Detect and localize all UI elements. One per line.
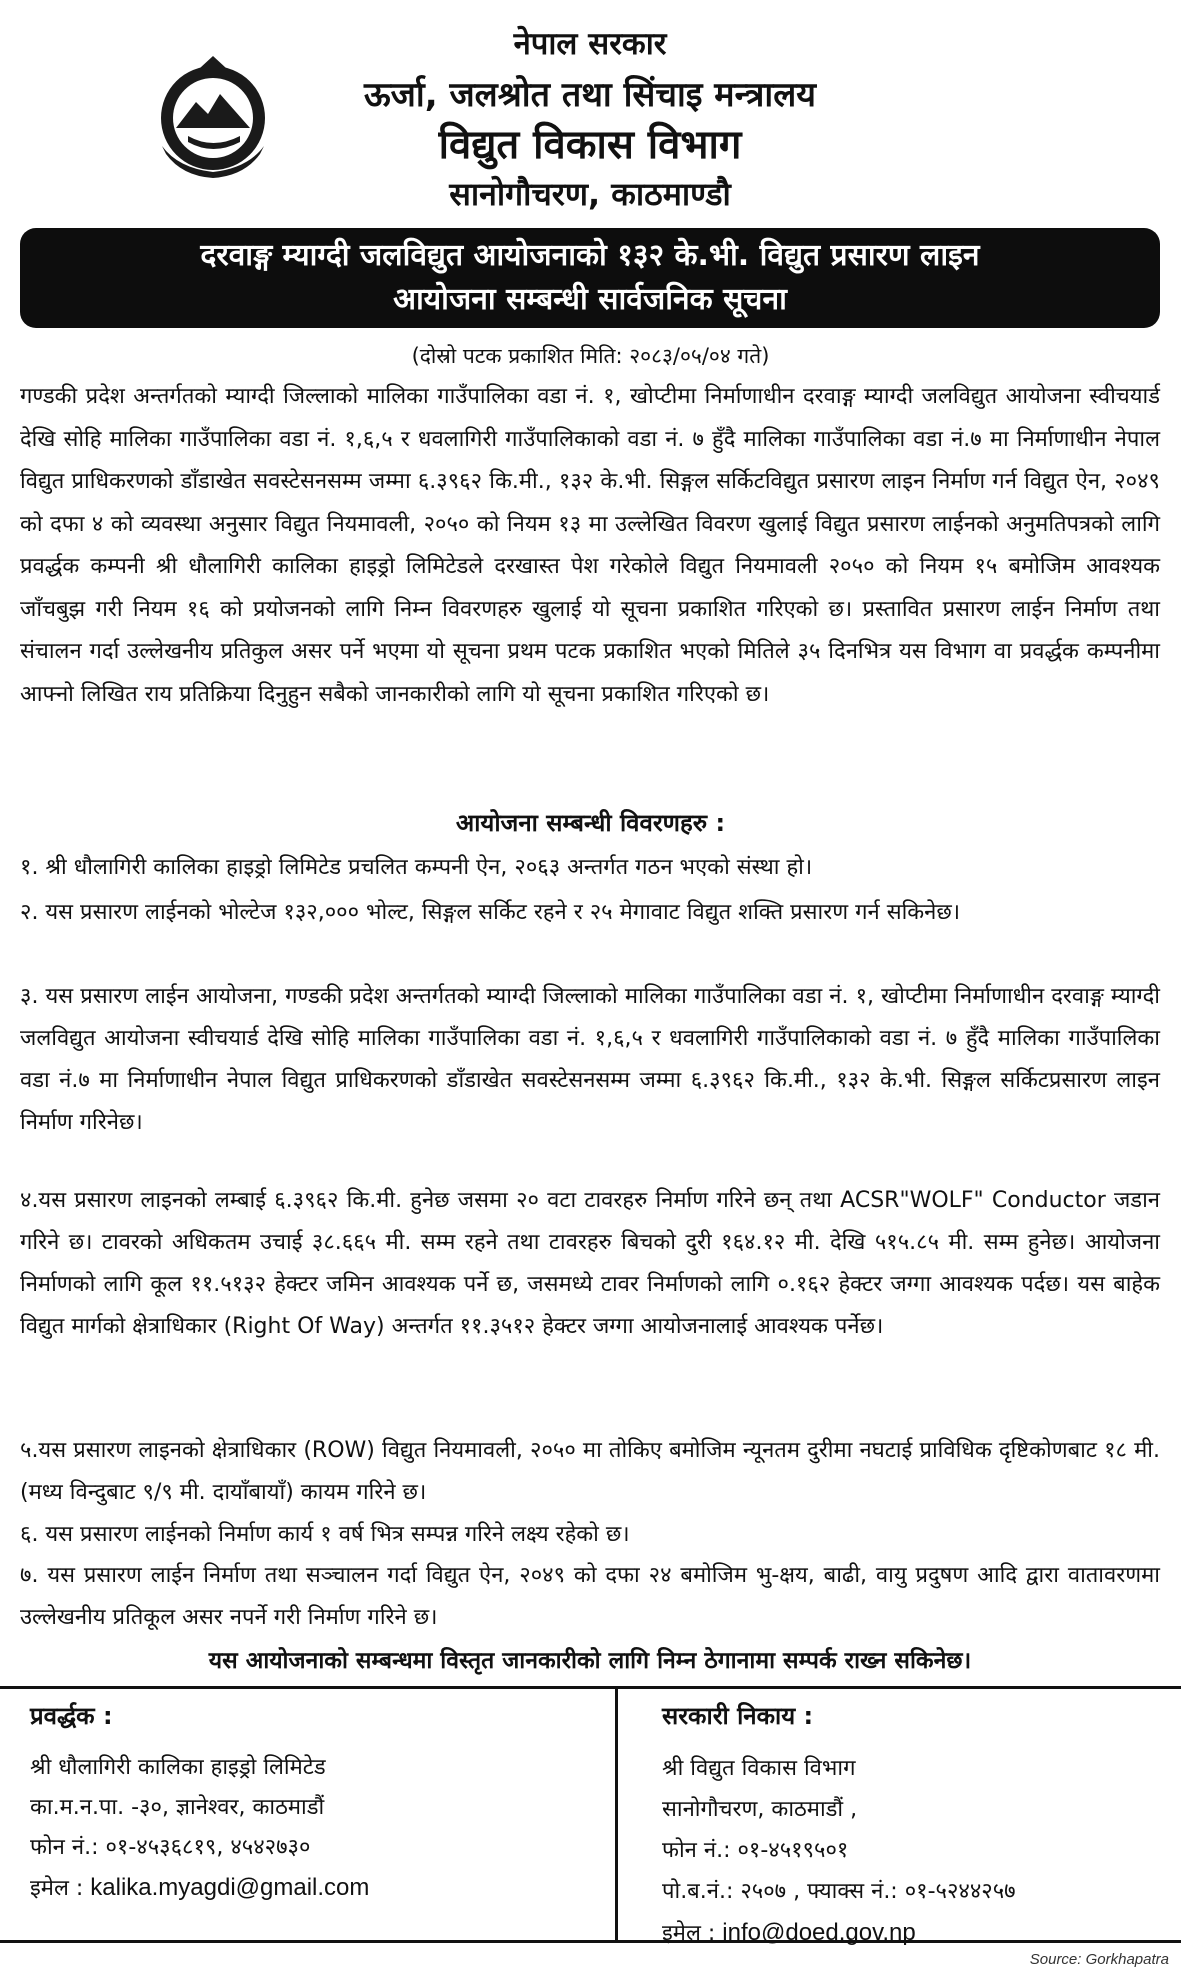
government-contact	[662, 1698, 1162, 1953]
promoter-email-row	[30, 1868, 610, 1908]
header-location: सानोगौचरण, काठमाण्डौ	[449, 175, 731, 213]
promoter-email: kalika.myagdi@gmail.com	[90, 1874, 370, 1901]
government-email: info@doed.gov.np	[722, 1919, 916, 1946]
government-heading: सरकारी निकाय :	[662, 1702, 814, 1730]
source-credit: Source: Gorkhapatra	[1029, 1951, 1169, 1968]
header-ministry: ऊर्जा, जलश्रोत तथा सिंचाइ मन्त्रालय	[363, 75, 817, 115]
section-title: आयोजना सम्बन्धी विवरणहरु :	[455, 809, 726, 837]
list-item: २. यस प्रसारण लाईनको भोल्टेज १३२,००० भोल्ट, सिङ्गल सर्किट रहने र २५ मेगावाट विद्युत शक्ति प्रसारण गर्न सकिनेछ।	[20, 900, 961, 925]
notice-title-banner	[20, 228, 1160, 328]
contact-box-divider	[615, 1686, 618, 1942]
contact-box-top-rule	[0, 1686, 1181, 1689]
government-pobox-fax: पो.ब.नं.: २५०७ , फ्याक्स नं.: ०१-५२४४२५७	[662, 1879, 1016, 1904]
promoter-name: श्री धौलागिरी कालिका हाइड्रो लिमिटेड	[30, 1755, 326, 1780]
list-item: ५.यस प्रसारण लाइनको क्षेत्राधिकार (ROW) विद्युत नियमावली, २०५० मा तोकिए बमोजिम न्यूनतम दुरीमा नघटाई प्राविधिक दृष्टिकोणबाट १८ मी. (मध्य विन्दुबाट ९/९ मी. दायाँबायाँ) कायम गरिने छ।	[20, 1438, 1160, 1505]
government-phone: फोन नं.: ०१-४५१९५०१	[662, 1838, 849, 1863]
promoter-email-label: इमेल :	[30, 1876, 91, 1901]
promoter-contact	[30, 1698, 610, 1908]
notice-title-line-2: आयोजना सम्बन्धी सार्वजनिक सूचना	[393, 282, 787, 317]
notice-title-line-1: दरवाङ्ग म्याग्दी जलविद्युत आयोजनाको १३२ के.भी. विद्युत प्रसारण लाइन	[200, 238, 980, 273]
promoter-address: का.म.न.पा. -३०, ज्ञानेश्वर, काठमाडौं	[30, 1795, 325, 1820]
promoter-heading: प्रवर्द्धक :	[30, 1702, 113, 1730]
government-address: सानोगौचरण, काठमाडौं ,	[662, 1797, 858, 1822]
header-government: नेपाल सरकार	[513, 26, 667, 62]
list-item: ३. यस प्रसारण लाईन आयोजना, गण्डकी प्रदेश अन्तर्गतको म्याग्दी जिल्लाको मालिका गाउँपालिका वडा नं. १, खोप्टीमा निर्माणाधीन दरवाङ्ग म्याग्दी जलविद्युत आयोजना स्वीचयार्ड देखि सोहि मालिका गाउँपालिका वडा नं. १,६,५ र धवलागिरी गाउँपालिकाको वडा नं. ७ हुँदै मालिका गाउँपालिका वडा नं.७ मा निर्माणाधीन नेपाल विद्युत प्राधिकरणको डाँडाखेत सवस्टेसनसम्म जम्मा ६.३९६२ कि.मी., १३२ के.भी. सिङ्गल सर्किटप्रसारण लाइन निर्माण गरिनेछ।	[20, 984, 1160, 1135]
government-name: श्री विद्युत विकास विभाग	[662, 1756, 856, 1781]
header-department: विद्युत विकास विभाग	[438, 122, 742, 168]
promoter-phone: फोन नं.: ०१-४५३६८१९, ४५४२७३०	[30, 1835, 311, 1860]
list-item: ७. यस प्रसारण लाईन निर्माण तथा सञ्चालन गर्दा विद्युत ऐन, २०४९ को दफा २४ बमोजिम भु-क्षय, बाढी, वायु प्रदुषण आदि द्वारा वातावरणमा उल्लेखनीय प्रतिकूल असर नपर्ने गरी निर्माण गरिने छ।	[20, 1563, 1160, 1630]
body-paragraph: गण्डकी प्रदेश अन्तर्गतको म्याग्दी जिल्लाको मालिका गाउँपालिका वडा नं. १, खोप्टीमा निर्माणाधीन दरवाङ्ग म्याग्दी जलविद्युत आयोजना स्वीचयार्ड देखि सोहि मालिका गाउँपालिका वडा नं. १,६,५ र धवलागिरी गाउँपालिकाको वडा नं. ७ हुँदै मालिका गाउँपालिका वडा नं.७ मा निर्माणाधीन नेपाल विद्युत प्राधिकरणको डाँडाखेत सवस्टेसनसम्म जम्मा ६.३९६२ कि.मी., १३२ के.भी. सिङ्गल सर्किटविद्युत प्रसारण लाइन निर्माण गर्न विद्युत ऐन, २०४९ को दफा ४ को व्यवस्था अनुसार विद्युत नियमावली, २०५० को नियम १३ मा उल्लेखित विवरण खुलाई विद्युत प्रसारण लाईनको अनुमतिपत्रको लागि प्रवर्द्धक कम्पनी श्री धौलागिरी कालिका हाइड्रो लिमिटेडले दरखास्त पेश गरेकोले विद्युत नियमावली २०५० को नियम १५ बमोजिम आवश्यक जाँचबुझ गरी नियम १६ को प्रयोजनको लागि निम्न विवरणहरु खुलाई यो सूचना प्रकाशित गरिएको छ। प्रस्तावित प्रसारण लाईन निर्माण तथा संचालन गर्दा उल्लेखनीय प्रतिकुल असर पर्ने भएमा यो सूचना प्रथम पटक प्रकाशित भएको मितिले ३५ दिनभित्र यस विभाग वा प्रवर्द्धक कम्पनीमा आफ्नो लिखित राय प्रतिक्रिया दिनुहुन सबैको जानकारीको लागि यो सूचना प्रकाशित गरिएको छ।	[20, 384, 1160, 707]
contact-note: यस आयोजनाको सम्बन्धमा विस्तृत जानकारीको लागि निम्न ठेगानामा सम्पर्क राख्न सकिनेछ।	[208, 1648, 972, 1674]
list-item: ६. यस प्रसारण लाईनको निर्माण कार्य १ वर्ष भित्र सम्पन्न गरिने लक्ष्य रहेको छ।	[20, 1522, 630, 1547]
government-email-row	[662, 1912, 1162, 1953]
list-item: ४.यस प्रसारण लाइनको लम्बाई ६.३९६२ कि.मी. हुनेछ जसमा २० वटा टावरहरु निर्माण गरिने छन् तथा ACSR"WOLF" Conductor जडान गरिने छ। टावरको अधिकतम उचाई ३८.६६५ मी. सम्म रहने तथा टावरहरु बिचको दुरी १६४.१२ मी. देखि ५१५.८५ मी. सम्म हुनेछ। आयोजना निर्माणको लागि कूल ११.५१३२ हेक्टर जमिन आवश्यक पर्ने छ, जसमध्ये टावर निर्माणको लागि ०.१६२ हेक्टर जग्गा आवश्यक पर्दछ। यस बाहेक विद्युत मार्गको क्षेत्राधिकार (Right Of Way) अन्तर्गत ११.३५१२ हेक्टर जग्गा आयोजनालाई आवश्यक पर्नेछ।	[20, 1188, 1160, 1339]
government-email-label: इमेल :	[662, 1921, 723, 1946]
publish-date: (दोस्रो पटक प्रकाशित मिति: २०८३/०५/०४ गते)	[411, 344, 770, 368]
list-item: १. श्री धौलागिरी कालिका हाइड्रो लिमिटेड प्रचलित कम्पनी ऐन, २०६३ अन्तर्गत गठन भएको संस्था हो।	[20, 855, 813, 880]
nepal-government-emblem-icon	[148, 50, 278, 180]
